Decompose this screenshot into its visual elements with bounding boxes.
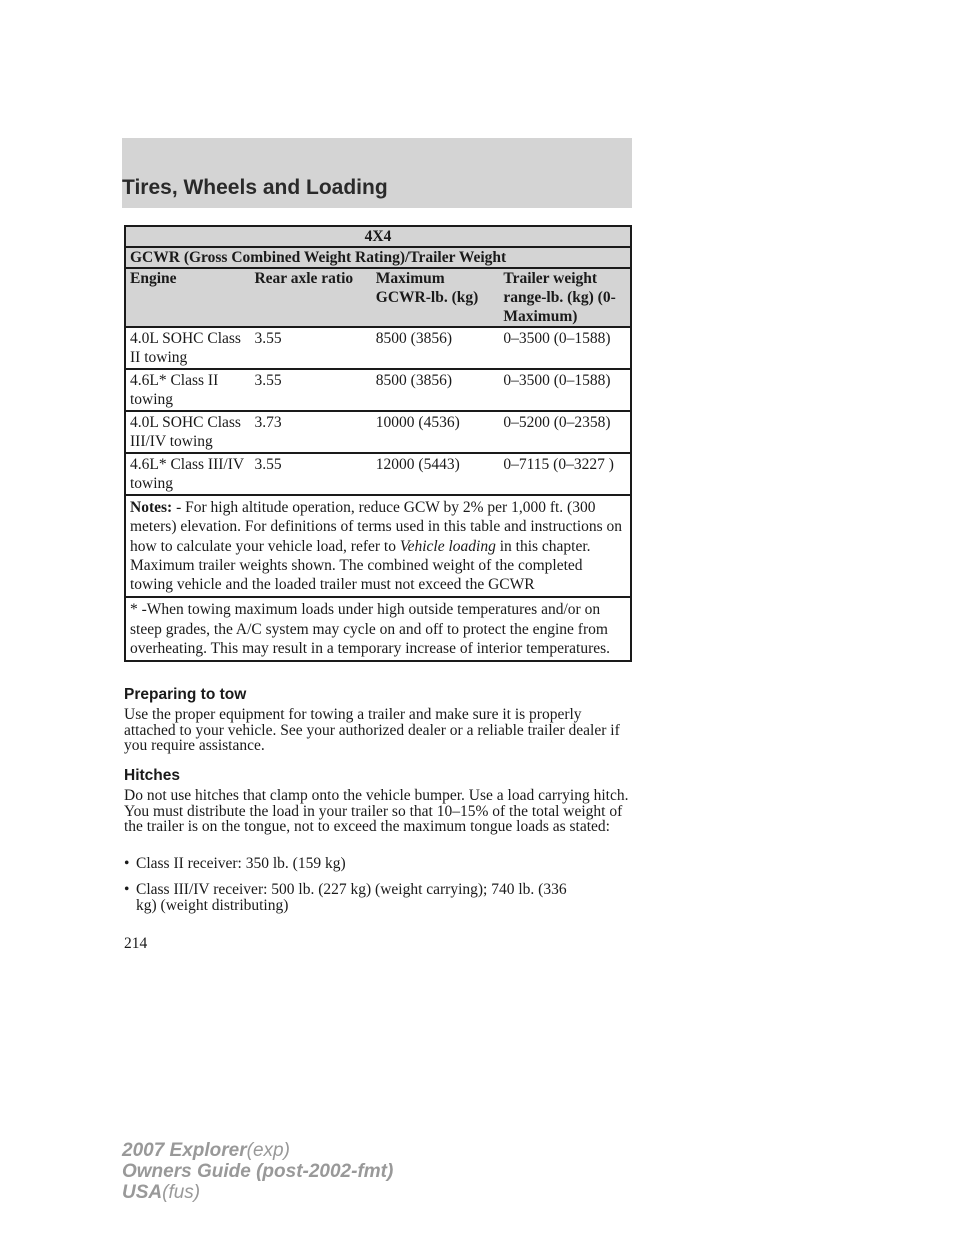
column-header: Rear axle ratio	[250, 268, 371, 327]
list-item: • Class II receiver: 350 lb. (159 kg)	[124, 855, 346, 872]
table-row	[125, 369, 631, 411]
table-row	[125, 453, 631, 495]
table-subtitle: GCWR (Gross Combined Weight Rating)/Trailer Weight	[125, 247, 631, 268]
section-title: Tires, Wheels and Loading	[122, 176, 388, 199]
table-cell: 8500 (3856)	[372, 369, 500, 411]
table-notes	[125, 495, 631, 597]
bullet-icon: •	[124, 855, 130, 872]
column-header: Maximum GCWR-lb. (kg)	[372, 268, 500, 327]
column-header: Engine	[125, 268, 250, 327]
notes-reference: Vehicle loading	[399, 537, 496, 555]
table-cell: 4.0L SOHC Class III/IV towing	[125, 411, 250, 453]
table-cell: 10000 (4536)	[372, 411, 500, 453]
table-cell: 3.73	[250, 411, 371, 453]
bullet-icon: •	[124, 881, 130, 898]
table-title: 4X4	[125, 226, 631, 247]
page-number: 214	[124, 935, 148, 952]
hitches-paragraph: Do not use hitches that clamp onto the vehicle bumper. Use a load carrying hitch. You must distribute the load in your trailer so that 10–15% of the total weight of the trailer is on the tongue, not to exceed the maximum tongue loads as stated:	[124, 787, 629, 835]
footer-market: USA	[122, 1182, 163, 1203]
table-cell: 4.6L* Class II towing	[125, 369, 250, 411]
table-cell: 0–5200 (0–2358)	[499, 411, 631, 453]
table-cell: 4.6L* Class III/IV towing	[125, 453, 250, 495]
preparing-heading: Preparing to tow	[124, 686, 247, 703]
table-cell: 3.55	[250, 327, 371, 369]
section-header	[122, 176, 388, 200]
table-header-row	[125, 268, 631, 327]
table-notes-row	[125, 495, 631, 597]
table-cell: 0–3500 (0–1588)	[499, 327, 631, 369]
footer-guide: Owners Guide (post-2002-fmt)	[122, 1161, 394, 1182]
notes-text: - For high altitude operation, reduce GCW by 2% per 1,000 ft. (300 meters) elevation. For definitions of terms used in this table and instructions on how to calculate your vehicle load, refer to	[130, 499, 623, 555]
table-cell: 4.0L SOHC Class II towing	[125, 327, 250, 369]
footer-model: 2007 Explorer	[122, 1140, 247, 1161]
table-cell: 0–7115 (0–3227 )	[499, 453, 631, 495]
footer-code: (exp)	[246, 1140, 290, 1161]
column-header: Trailer weight range-lb. (kg) (0-Maximum)	[499, 268, 631, 327]
list-item: • Class III/IV receiver: 500 lb. (227 kg) (weight carrying); 740 lb. (336 kg) (weight distributing)	[124, 881, 567, 914]
notes-label: Notes:	[130, 499, 173, 516]
table-cell: 12000 (5443)	[372, 453, 500, 495]
footer-code: (fus)	[162, 1182, 201, 1203]
towing-spec-table	[124, 225, 632, 662]
hitches-heading: Hitches	[124, 767, 180, 784]
table-footnote: * -When towing maximum loads under high outside temperatures and/or on steep grades, the A/C system may cycle on and off to protect the engine from overheating. This may result in a temporary increase of interior temperatures.	[125, 597, 631, 661]
table-cell: 3.55	[250, 453, 371, 495]
table-row	[125, 411, 631, 453]
document-footer	[122, 1140, 393, 1203]
table-row	[125, 327, 631, 369]
table-cell: 0–3500 (0–1588)	[499, 369, 631, 411]
table-cell: 8500 (3856)	[372, 327, 500, 369]
notes-text: in this chapter. Maximum trailer weights shown. The combined weight of the completed towing vehicle and the loaded trailer must not exceed the GCWR	[130, 537, 591, 594]
preparing-paragraph: Use the proper equipment for towing a trailer and make sure it is properly attached to your vehicle. See your authorized dealer or a reliable trailer dealer if you require assistance.	[124, 706, 620, 754]
table-cell: 3.55	[250, 369, 371, 411]
table-footnote-row	[125, 597, 631, 661]
